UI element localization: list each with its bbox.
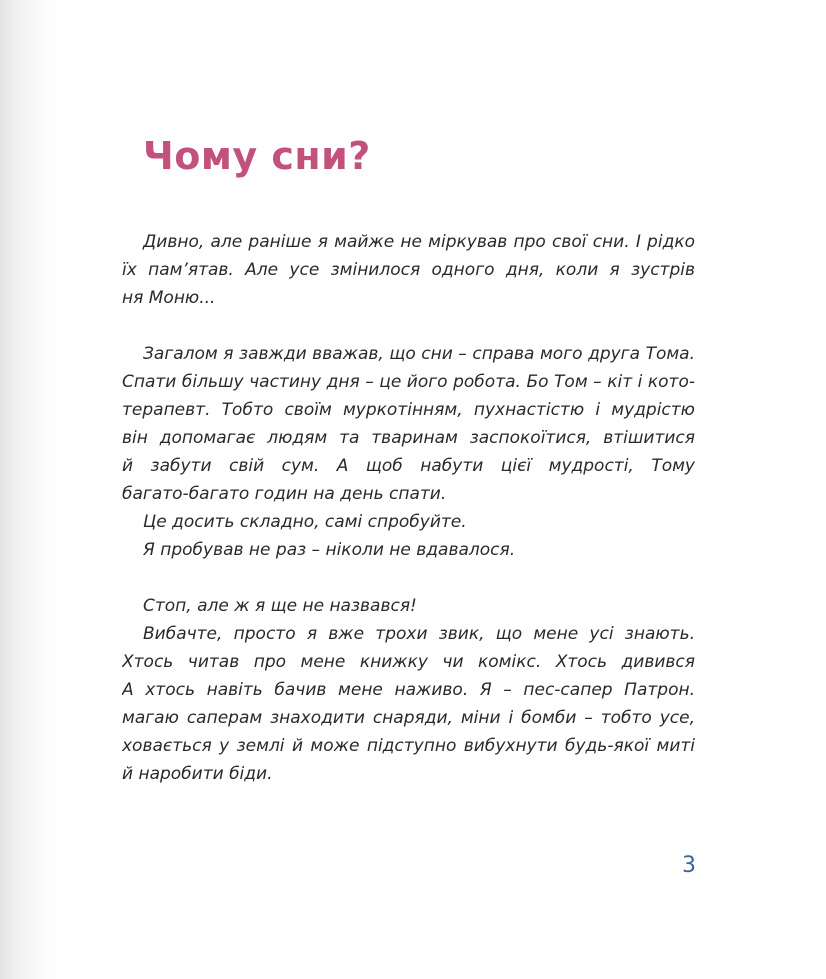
chapter-title: Чому сни? [143,134,371,178]
text-line: Я пробував не раз – ніколи не вдавалося. [143,540,516,560]
text-line: їх пам’ятав. Але усе змінилося одного дня, коли я зустрів [122,260,695,280]
text-line: Дивно, але раніше я майже не міркував про свої сни. І рідко [143,232,695,252]
text-line: Стоп, але ж я ще не назвався! [143,596,417,616]
text-line: й забути свій сум. А щоб набути цієї мудрості, Тому [122,456,695,476]
chapter-body [122,228,695,788]
text-line: Загалом я завжди вважав, що сни – справа мого друга Тома. [143,344,695,364]
text-line: Хтось читав про мене книжку чи комікс. Хтось дивився [122,652,695,672]
paragraph [122,228,695,312]
text-line: Вибачте, просто я вже трохи звик, що мене усі знають. [143,624,695,644]
text-line: А хтось навіть бачив мене наживо. Я – пес-сапер Патрон. [122,680,695,700]
text-line: ня Моню... [122,288,216,308]
paragraph [122,620,695,788]
paragraph [122,508,695,536]
paragraph [122,340,695,508]
text-line: Це досить складно, самі спробуйте. [143,512,467,532]
text-line: й наробити біди. [122,764,273,784]
paragraph [122,592,695,620]
text-line: терапевт. Тобто своїм муркотінням, пухнастістю і мудрістю [122,400,695,420]
text-line: Спати більшу частину дня – це його робота. Бо Том – кіт і кото- [122,372,695,392]
page-number: 3 [682,853,696,878]
text-line: багато-багато годин на день спати. [122,484,447,504]
paragraph [122,536,695,564]
text-line: ховається у землі й може підступно вибухнути будь-якої миті [122,736,695,756]
text-line: він допомагає людям та тваринам заспокоїтися, втішитися [122,428,695,448]
text-line: магаю саперам знаходити снаряди, міни і бомби – тобто усе, [122,708,695,728]
